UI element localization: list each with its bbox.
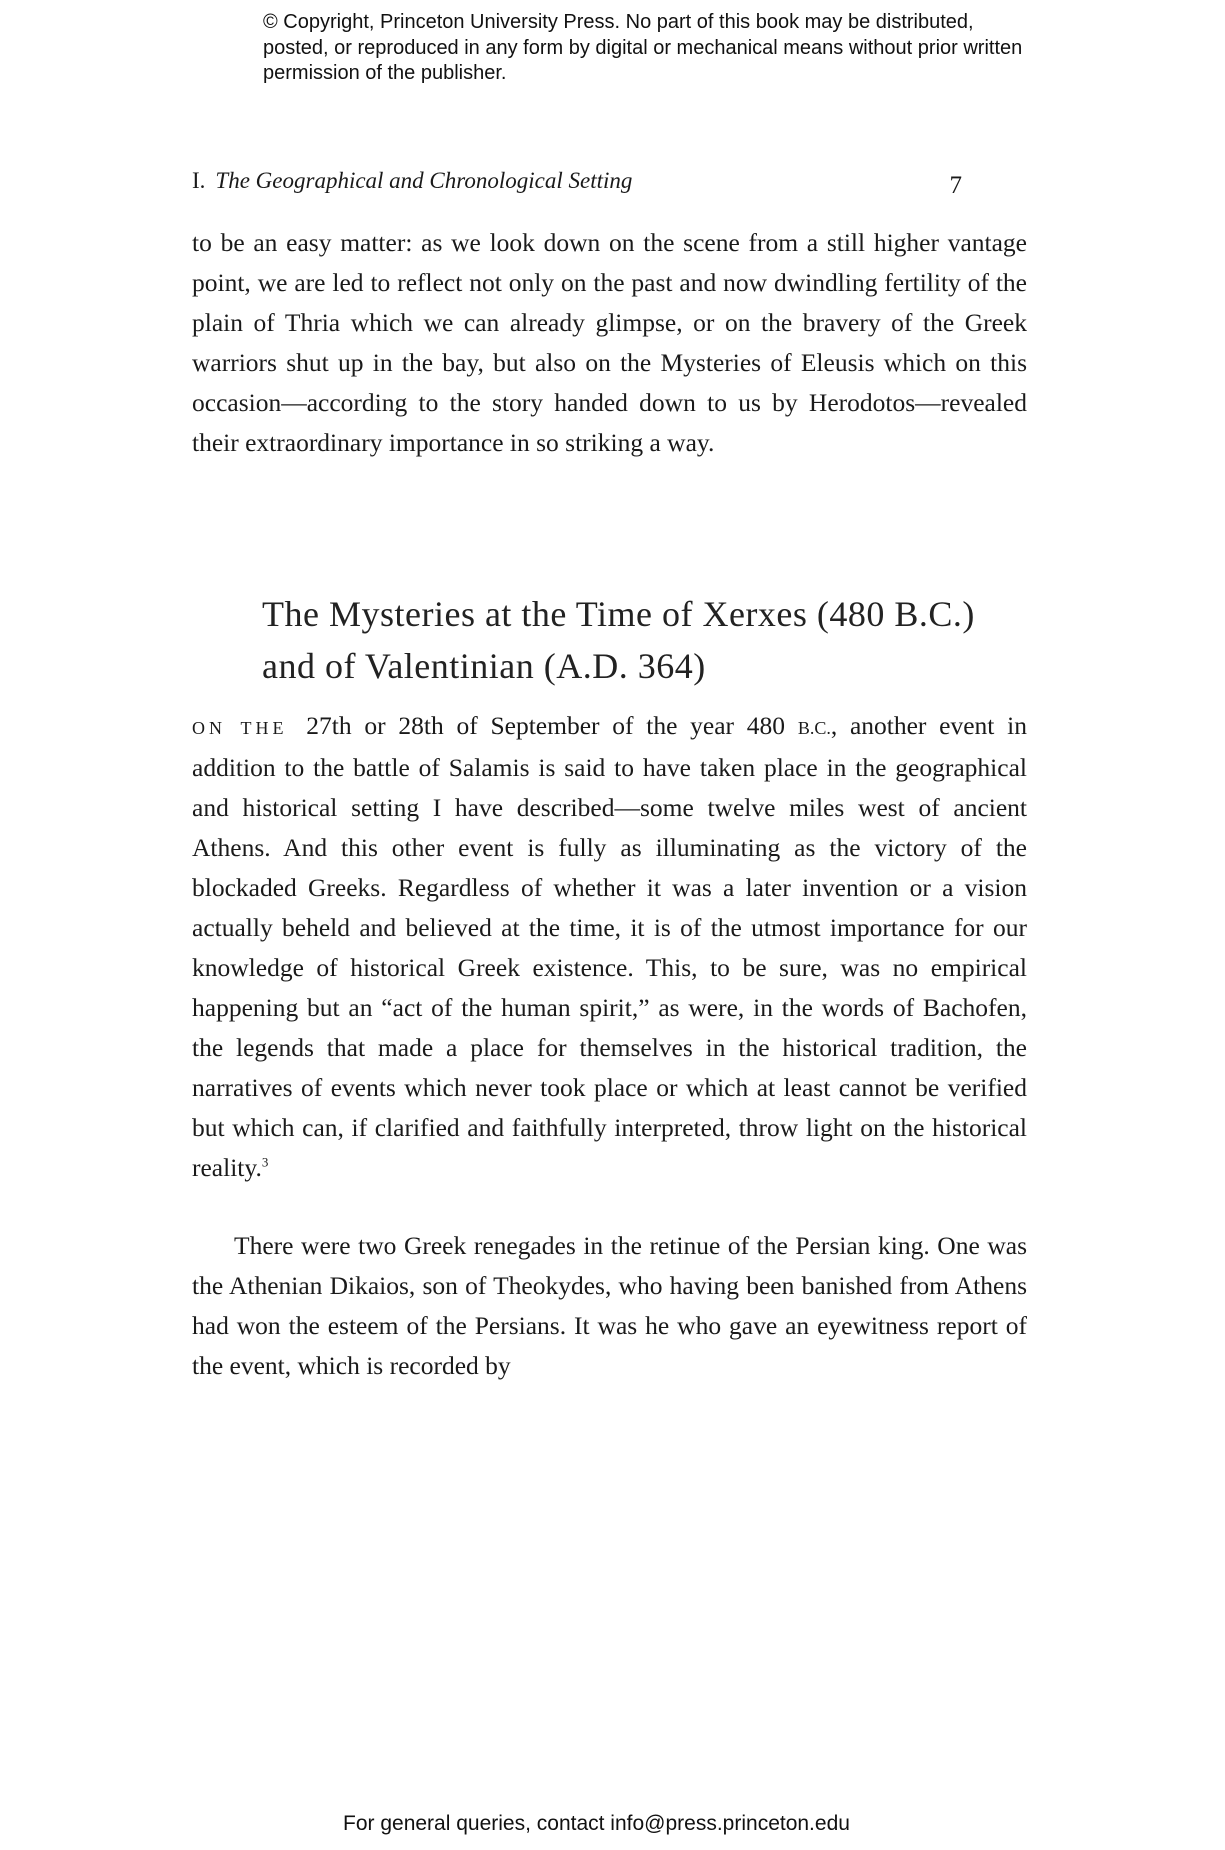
section-heading-line-2: and of Valentinian (A.D. 364) — [262, 646, 706, 686]
paragraph-2-text-a: 27th or 28th of September of the year 480 — [293, 711, 798, 740]
paragraph-2 — [192, 706, 1027, 1188]
footnote-marker: 3 — [261, 1154, 269, 1170]
running-head — [192, 168, 1032, 202]
footer-contact: For general queries, contact info@press.princeton.edu — [343, 1812, 850, 1835]
chapter-heading — [192, 168, 632, 194]
small-caps-lead: ON THE — [192, 718, 288, 738]
section-heading-line-1: The Mysteries at the Time of Xerxes (480 B.C.) — [262, 594, 975, 634]
page-number: 7 — [949, 172, 962, 199]
section-heading — [262, 588, 1022, 692]
copyright-notice: © Copyright, Princeton University Press. No part of this book may be distributed, posted, or reproduced in any form by digital or mechanical means without prior written permission of the publisher. — [263, 11, 1023, 84]
paragraph-3: There were two Greek renegades in the retinue of the Persian king. One was the Athenian Dikaios, son of Theokydes, who having been banished from Athens had won the esteem of the Persians. It was he who gave an eyewitness report of the event, which is recorded by — [192, 1231, 1027, 1380]
paragraph-1: to be an easy matter: as we look down on the scene from a still higher vantage point, we are led to reflect not only on the past and now dwindling fertility of the plain of Thria which we can already glimpse, or on the bravery of the Greek warriors shut up in the bay, but also on the Mysteries of Eleusis which on this occasion—according to the story handed down to us by Herodotos—revealed their extraordinary importance in so striking a way. — [192, 228, 1027, 457]
bc-abbreviation: B.C. — [797, 718, 831, 738]
chapter-title: The Geographical and Chronological Setting — [215, 168, 633, 193]
paragraph-2-text-b: , another event in addition to the battle of Salamis is said to have taken place in the geographical and historical setting I have described—some twelve miles west of ancient Athens. And this other event is fully as illuminating as the victory of the blockaded Greeks. Regardless of whether it was a later invention or a vision actually beheld and believed at the time, it is of the utmost importance for our knowledge of historical Greek existence. This, to be sure, was no empirical happening but an “act of the human spirit,” as were, in the words of Bachofen, the legends that made a place for themselves in the historical tradition, the narratives of events which never took place or which at least cannot be verified but which can, if clarified and faithfully interpreted, throw light on the historical reality. — [192, 711, 1027, 1182]
chapter-number: I. — [192, 168, 206, 193]
